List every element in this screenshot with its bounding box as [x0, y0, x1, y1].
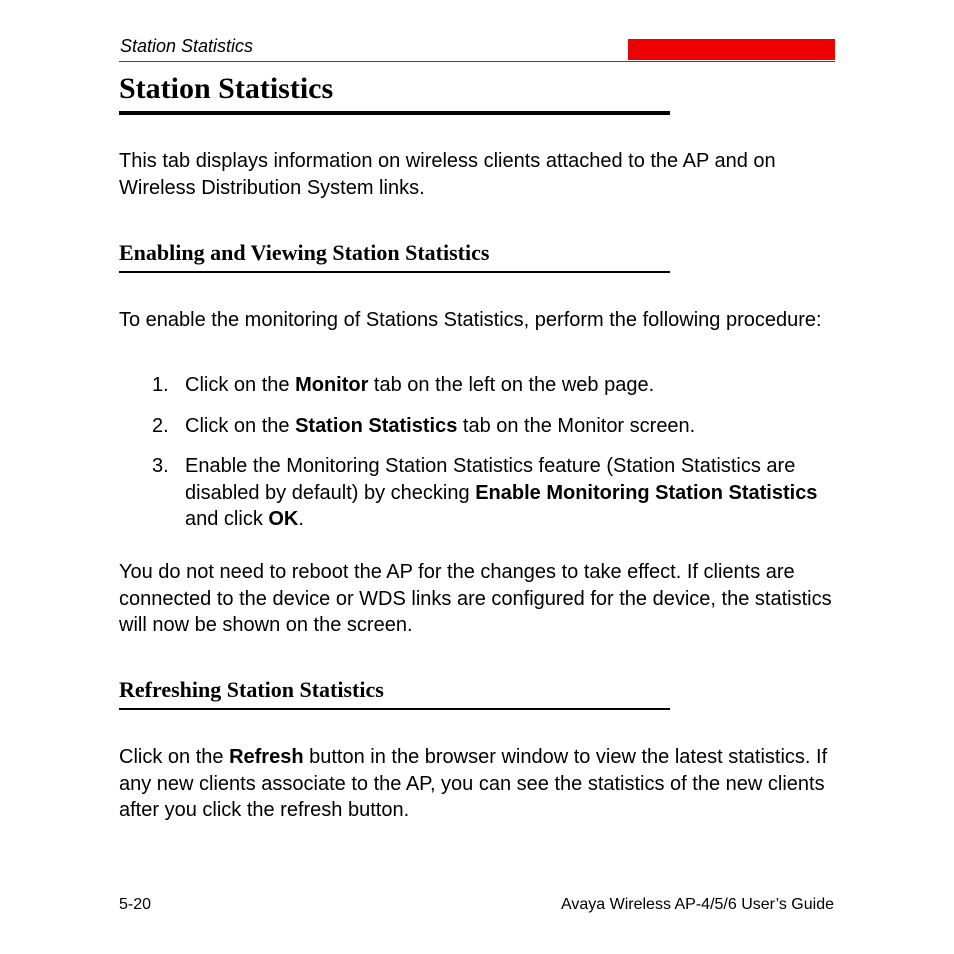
running-head: Station Statistics [120, 36, 254, 56]
step-text: Click on the [185, 415, 296, 437]
step-1 [152, 372, 832, 399]
step-number: 2. [152, 415, 169, 437]
section-rule-refreshing [119, 708, 670, 710]
procedure-lead: To enable the monitoring of Stations Statistics, perform the following procedure: [119, 309, 822, 331]
step-emphasis: Monitor [295, 374, 369, 396]
step-number: 3. [152, 455, 169, 477]
step-3 [152, 453, 832, 533]
step-text: and click [185, 508, 269, 530]
paragraph-emphasis: Refresh [229, 746, 304, 768]
step-number: 1. [152, 374, 169, 396]
guide-title: Avaya Wireless AP-4/5/6 User’s Guide [560, 896, 834, 913]
step-text: tab on the left on the web page. [368, 374, 655, 396]
paragraph-text: button in the browser window to view the latest statistics. If any new clients associate to the AP, you can see the statistics of the new clients after you click the refresh button. [119, 746, 828, 821]
section-heading-enabling: Enabling and Viewing Station Statistics [119, 240, 490, 265]
intro-paragraph: This tab displays information on wireless clients attached to the AP and on Wireless Distribution System links. [119, 150, 776, 199]
step-emphasis: Enable Monitoring Station Statistics [475, 481, 818, 504]
paragraph-text: Click on the [119, 746, 230, 768]
closing-paragraph: You do not need to reboot the AP for the changes to take effect. If clients are connected to the device or WDS links are configured for the device, the statistics will now be shown on the screen. [119, 561, 832, 636]
step-text: Click on the [185, 374, 296, 396]
header-rule [119, 61, 835, 62]
step-2 [152, 413, 832, 440]
step-emphasis: Station Statistics [295, 415, 458, 437]
step-text: tab on the Monitor screen. [457, 415, 696, 437]
step-emphasis: OK [268, 508, 299, 530]
step-text: Enable the Monitoring Station Statistics feature (Station Statistics are disabled by default) by checking [185, 455, 796, 504]
section-heading-refreshing: Refreshing Station Statistics [119, 677, 384, 702]
header-accent-bar [628, 39, 835, 60]
step-text: . [298, 508, 304, 530]
page-title: Station Statistics [119, 72, 334, 105]
section-rule-enabling [119, 271, 670, 273]
refresh-paragraph [119, 744, 839, 824]
page-number: 5-20 [119, 896, 152, 913]
title-rule [119, 111, 670, 115]
